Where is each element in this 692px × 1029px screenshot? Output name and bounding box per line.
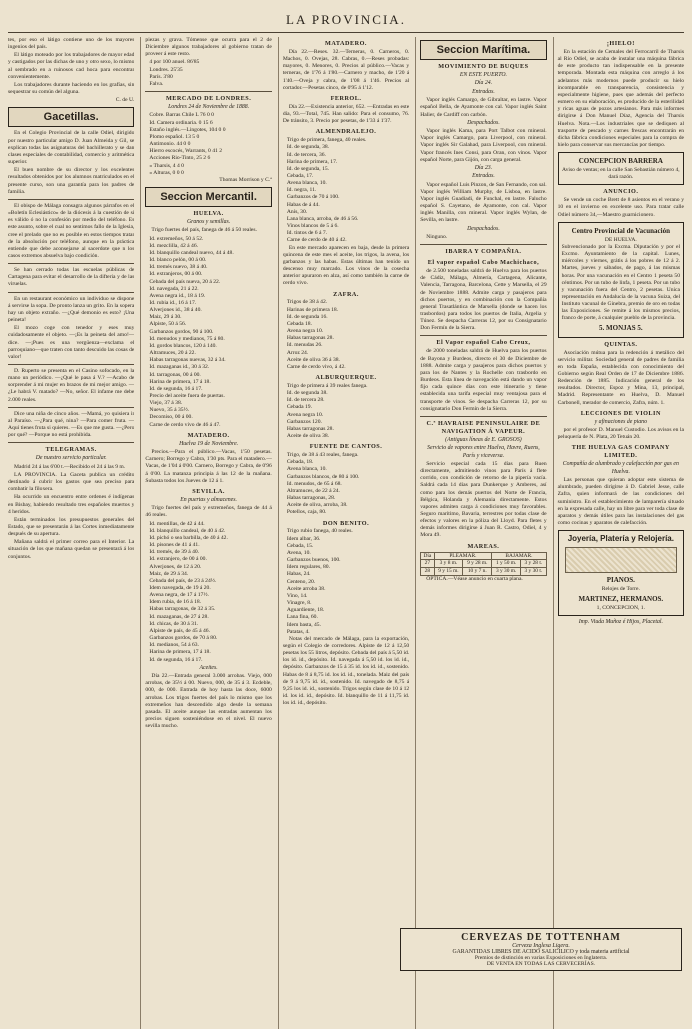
almendralejo-note: En este mercado aparecen en baja, desde la primera quincena de este mes el aceite, los trigos, la avena, los garbanzos y las habas. Estas últimas han tenido un descenso muy marcado. Los vinos de la cosecha anterior apuraron en alza, así como también la carne de cerdo vivo. xyxy=(282,244,410,287)
divider xyxy=(8,292,134,293)
list-item: Habas, 24. xyxy=(286,571,311,578)
list-item: Trigo, de 38 á 43 reales, fanega. xyxy=(286,452,359,459)
list-item: Vinagre, 8. xyxy=(286,600,312,607)
table-cell: 3 y 30 t. xyxy=(521,568,547,576)
vacunacion-text: Subvencionado por la Excma. Diputación y por el Excmo. Ayuntamiento de la capital. Lunes, miércoles y viernes, grátis á los pobres de 12 á 2. Martes, jueves y sábados, de pago, á las mismas horas. Por una vacunación en el Centro 1 peseta 50 céntimos. Por un tubo de linfa, 1 peseta. Por un tubo y vacunación fuera del Centro, 2 pesetas. Unica representación en Andalucía de la vacuna Suiza, del Instituto vacunal de Ginebra, premio de oro en todas las Exposiciones. Se remite á los mismos precios, franco de porte, á cualquier pueblo de la provincia. xyxy=(561,243,681,322)
list-item: Vino, 14. xyxy=(286,592,308,599)
column-2 xyxy=(140,37,271,1029)
list-item: Precio del aceite fuera de puertas. xyxy=(149,393,225,400)
list-item: Maiz, 29 á 30. xyxy=(149,314,182,321)
zafra-heading: ZAFRA. xyxy=(333,290,359,298)
london-market-date: Londres 24 de Noviembre de 1888. xyxy=(168,104,250,111)
tide-col-header: BAJAMAR. xyxy=(492,552,546,560)
list-item: Id. tarragonas, 00 á 00. xyxy=(149,371,201,378)
vacunacion-subheading: DE HUELVA. xyxy=(604,236,637,243)
vacunacion-heading: Centro Provincial de Vacunación xyxy=(571,226,670,235)
movimiento-subheading: EN ESTE PUERTO. xyxy=(459,72,507,79)
divider xyxy=(420,416,546,417)
telegram-item: LA PROVINCIA. La Gaceta publica un crédito destinado á cubrir los gastos que sea preciso para combatir la filoxera. xyxy=(8,471,135,493)
table-cell: 3 y 30 m. xyxy=(492,568,521,576)
list-item: Aguardiente, 18. xyxy=(286,607,325,614)
telegram-item: Están terminados los presupuestos generales del Estado, que se presentarán á las Cortes inmediatamente después de su apertura. xyxy=(8,516,135,538)
list-item: Harinas de primera 18. xyxy=(286,306,339,313)
london-market-list xyxy=(145,112,271,176)
list-item: Trigo de primera á 39 reales fanega. xyxy=(286,382,368,389)
havraise-heading: C.ª HAVRAISE PENINSULAIRE DE NAVIGATION Á VAPEUR. xyxy=(426,419,541,435)
table-row xyxy=(421,560,546,568)
section-banner-maritima: Seccion Marítima. xyxy=(420,40,546,60)
divider xyxy=(420,244,546,245)
optica-note: ÓPTICA.—Véase anuncio en cuarta plana. xyxy=(426,576,523,583)
list-item: Id. menudas 26. xyxy=(286,342,323,349)
list-item: Avena, 10. xyxy=(286,549,311,556)
list-item: Avena blanca, 10. xyxy=(286,180,327,187)
ibarra-heading: IBARRA Y COMPAÑIA. xyxy=(445,248,522,256)
mareas-heading: MAREAS. xyxy=(467,542,500,550)
list-item: Harina de primera, 17 á 18. xyxy=(149,378,211,385)
list-item: Habas de á 44. xyxy=(286,201,320,208)
list-item: Potellos, caja, 80. xyxy=(286,509,327,516)
list-item: Alverjones id., 38 á 40. xyxy=(149,307,202,314)
list-item: Patatas, 4. xyxy=(286,628,310,635)
list-item: Hierro escocés, Warrants, 0 41 2 xyxy=(149,148,223,155)
machichaco-heading: El vapor español Cabo Machichaco, xyxy=(427,259,540,267)
tottenham-line-3: DE VENTA EN TODAS LAS CERVECERÍAS. xyxy=(486,961,596,967)
sevilla-heading: SEVILLA. xyxy=(192,487,225,495)
list-item: Id. mezclilla, 42 á 46. xyxy=(149,242,199,249)
list-item: Altramuces, 20 á 22. xyxy=(149,350,196,357)
violin-heading: LECCIONES DE VIOLIN xyxy=(580,409,661,417)
list-item: Trigo rubio fanega, 40 reales. xyxy=(286,528,353,535)
tottenham-heading: CERVEZAS DE TOTTENHAM xyxy=(461,932,621,943)
aceites-text: Día 22.—Entrada general 3.000 arrobas. Viejo, 000 arrobas, de 35½ á 00. Nuevo, 000, de 35 á 3. Ecdeble, 000, de 000. Entrada de hoy hasta las doce, 6000 arrobas. Los trigos fuertes del país lo mismo que los extremeños han descendido algo desde la semana pasada. El aceite aunque las entradas aumentan los precios siguen sosteniéndose en el nivel. El nuevo sevilla mucho. xyxy=(145,673,272,730)
telegrams-subheading: De nuestro servicio particular. xyxy=(35,455,107,462)
list-item: Garbanzos gordos, 90 á 100. xyxy=(149,328,214,335)
news-item: El obispo de Málaga consagra algunos párrafos en el «Boletín Eclesiástico» de la diócesis á la cuestión de si es válido ó no la confesión por medio del teléfono. Es este asunto, sobre el cual no sentimos fallo de la Iglesia, cree el prelado que no es posible en estos tiempos tratar de la absolución por teléfono, aunque en la práctica entiende que debe aconsejarse al sacerdote que n los casos extremos absuelva bajo condición. xyxy=(8,202,135,259)
list-item: Altramuces, de 22 á 24. xyxy=(286,487,340,494)
sevilla-subheading: En puertas y almacenes. xyxy=(180,496,237,503)
list-item: Id. de tercera, 36. xyxy=(286,151,326,158)
gas-company-text: Las personas que quieran adoptar este sistema de alumbrado, pueden dirigirse á D. Gabriel Jesse, calle Zafra, quien informará de las condiciones del suministro. En el establecimiento de lamparería situado en la expresada calle, hay un libre para ver toda clase de aparatos y demás útiles para las instalaciones del gas como cocinas y aparatos de calefacción. xyxy=(557,477,685,527)
list-item: Id. pichó o sea barbilla, de 40 á 42. xyxy=(149,534,228,541)
list-item: Idem regulares, 80. xyxy=(286,564,330,571)
list-item: Cebada, 15. xyxy=(286,542,314,549)
tottenham-beer-ad xyxy=(400,928,682,971)
list-item: Id. de segunda, 16 á 17. xyxy=(149,656,203,663)
list-item: Carne de cerdo vivo de 46 á 47. xyxy=(149,421,221,428)
tide-col-header: Día xyxy=(421,552,434,560)
list-item: Id. de tercera 28. xyxy=(286,397,325,404)
hielo-text: En la estación de Cemales del Ferrocarril de Tharsis al Río Odiel, se acaba de instalar una máquina fábrica de este producto tan indispensable en la presente temporada. Montada esta máquina con arreglo á los adelantos más modernos puede producir su hielo incomparable en transparencia, consistencia y especialmente higiene, pues que además del perfecto esmero en su elaboración, es producido de la esterilidad y ricas aguas de pozos artesianos. Para más informes dirigirse á Don Manuel Díaz, Agencia del Tharsis Huelva. Nota.—Los industriales que se dediquen al trasporte de pescado y carnes frescas encontrarán en dicha fábrica condiciones especiales para la compra de hielo para conservar sus mercancías por tiempo. xyxy=(557,48,685,148)
list-item: Id. medianos, 54 á 63. xyxy=(149,642,199,649)
table-cell: 28 xyxy=(421,568,434,576)
column-3 xyxy=(278,37,409,1029)
day-label: Día 24. xyxy=(474,80,493,87)
section-banner-mercantil: Seccion Mercantil. xyxy=(145,187,271,207)
list-item: Acciones Rio-Tinto, 25 2 6 xyxy=(149,155,211,162)
ferrol-heading: FERROL. xyxy=(330,94,362,102)
tide-table xyxy=(420,552,546,577)
price-intro: Trigo fuertes del país, fanega de 46 á 50 reales. xyxy=(151,227,257,234)
engraving-illustration xyxy=(565,547,677,573)
telegrams-heading: TELEGRAMAS. xyxy=(45,446,97,454)
havraise-service: Servicio de vapores entre Huelva, Havre, Ruens, París y viceversa. xyxy=(427,445,540,459)
ship-list: Vapor inglés Camargo, de Gibraltar, en lastre. Vapor español Bella, de Ayamonte con cal. Vapor inglés Saint Halier, de Cardiff con carbón. xyxy=(420,97,547,118)
table-cell: 10 y 7 n. xyxy=(463,568,492,576)
matadero-text: Precios.—Para el público.—Vacas, 1'50 pesetas. Carnero; Borrego y Cabra, 1'30 pts. Para el matadero.—Vacas, de 1'04 á 0'00. Carnero, Borrego y Cabra, de 0'96 á 0'00. La matanza principia á las 12 de la mañana. Subasta todos los Jueves de 12 á 1. xyxy=(145,449,272,484)
divider xyxy=(420,335,546,336)
column-4 xyxy=(415,37,546,1029)
joyeria-ad xyxy=(558,530,684,615)
list-item: Cebada del país nueva, 20 á 22. xyxy=(149,278,221,285)
london-market-heading: MERCADO DE LONDRES. xyxy=(165,95,252,103)
list-item: Estaño inglés.—Lingotes, 104 0 0 xyxy=(149,126,226,133)
list-item: Avena negra, de 17 á 17½. xyxy=(149,592,209,599)
list-item: Anís, 30. xyxy=(286,208,308,215)
list-item: Id. extremeños, 50 á 52. xyxy=(149,235,204,242)
list-item: Id. tintos de 6 á 7. xyxy=(286,230,328,237)
table-cell: 9 y 15 m. xyxy=(434,568,463,576)
list-item: Habas tarragonas nuevas, 32 á 34. xyxy=(149,357,226,364)
entradas-label: Entradas. xyxy=(472,88,495,95)
gas-company-heading: THE HUELVA GAS COMPANY LIMITED. xyxy=(571,444,670,460)
list-item: Idem basta, 45. xyxy=(286,621,321,628)
don-benito-heading: DON BENITO. xyxy=(322,519,370,527)
list-item: Centeno, 20. xyxy=(286,578,316,585)
list-item: Idem rubia, de 16 á 18. xyxy=(149,599,202,606)
tottenham-line-2: Premios de distinción en varias Exposiciones en Inglaterra. xyxy=(474,955,608,961)
list-item: 4 por 100 anuel. 86'85 xyxy=(149,59,200,66)
news-item: En el Colegio Provincial de la calle Odiel, dirigido por nuestro particular amigo D. Juan Almeida y Gil, se explican todas las asignaturas del bachillerato y se dan clases especiales de contabilidad, comercio y aritmética superior. xyxy=(8,130,135,166)
list-item: Id. negra, 11. xyxy=(286,187,317,194)
list-item: Id. Camera ordinaria. 0 15 6 xyxy=(149,119,213,126)
list-item: Cebada 18. xyxy=(286,320,312,327)
article-text: piezas y grava. Tómense que ocurra para el 2 de Diciembre algunos trabajadores al gobierno tratan de proveer á este resto. xyxy=(145,37,272,58)
divider xyxy=(8,407,134,408)
malaga-note: Notas del mercado de Málaga, para la exportación, según el Colegio de corredores. Alpiste de 12 á 12,50 pesetas los 55 litros, depósito. Cebada del país á 5,50 id. los id. id., depósito. Id. navegada á 5,50 id. los id. id., depósito. Garbanzos de 15 á 35 id. los id. id., sostenido. Habas de 8 á 8,75 id. los id. id., tonelada. Maiz del país de 9 á 9,75 id. id., sostenido. Id. navegado de 8,75 á 9,25 los id. id., sostenido. Trigos según clase de 10 á 12 id. los id. id., depósito. Id. blanquillo de 11 á 11,75 id. los id. id., depósito. xyxy=(282,635,410,707)
quintas-text: Asociación mútua para la redención á metálico del servicio militar. Sociedad general de padres de familia en toda España, establecida con conocimiento del Gobierno según Real Orden de 17 de Diciembre 1886. Redención de 1885. Indicación general de los resultados. Director, Espoz y Mina, 13, principal, Madrid. Representante en Huelva, D. Manuel Carbonell, merador de comercio, Zafra, núm. 1. xyxy=(557,349,685,406)
joyeria-pianos: PIANOS. xyxy=(606,576,635,585)
list-item: Cobre. Barras Chile L 76 0 0 xyxy=(149,112,214,119)
matadero-text: Día 22.—Reses. 32.—Terneras, 0. Carneros, 0. Machos, 0. Ovejas, 28. Cabras, 0.—Reses probadas: mayores, 0. Menores, 0. Precios al público.—Vacas y terneras, de 1'76 á 1'80.—Carnero y macho, de 1'20 á 1'40.—Oveja y cabra, de 1'08 á 1'46. Precios al cortador.—Pesetas cinco, de 0'95 á 1'12. xyxy=(282,48,410,91)
sevilla-price-list xyxy=(145,521,271,664)
list-item: Id. pisones de 41 á 41. xyxy=(149,542,200,549)
list-item: Id. de segunda, 38. xyxy=(286,144,330,151)
list-item: Id. de segunda 16. xyxy=(286,313,328,320)
table-row xyxy=(421,568,546,576)
news-item: Dice una niña de cinco años. —Mamá, yo quisiera ir al Paraíso. —¿Para qué, nina? —Para comer fruta. —Aquí tienes fruta si quieres. —Es que me gusta. —¿Pero por qué? —Porque no está prohibida. xyxy=(8,410,135,439)
joyeria-address: 1, CONCEPCION, 1. xyxy=(596,604,645,611)
violin-text: por el profesor D. Manuel Custodio. Los avisos en la peluquería de N. Plata, 20 Tetuán 20. xyxy=(557,427,685,441)
list-item: Id. blanquillo candeal, de 40 á 42. xyxy=(149,527,226,534)
tottenham-subheading: Cerveza Inglesa Ligera. xyxy=(512,943,570,949)
joyeria-heading: Joyería, Platería y Relojería. xyxy=(567,534,674,544)
concepcion-heading: CONCEPCION BARRERA xyxy=(578,157,663,166)
gas-company-subheading: Compañía de alumbrado y calefacción por gas en Huelva. xyxy=(562,461,679,475)
section-banner-gacetillas: Gacetillas. xyxy=(8,107,134,127)
list-item: Alpiste, 50 á 56. xyxy=(149,321,187,328)
article-text: tes, por eso el látigo contiene uno de los mayores ingenios del país. xyxy=(8,37,135,51)
list-item: Garbanzos gordos, de 70 á 80. xyxy=(149,635,218,642)
list-item: Cebada, 17. xyxy=(286,173,314,179)
list-item: Lana fina, 60. xyxy=(286,614,318,621)
list-item: París. 3'80 xyxy=(149,73,173,80)
list-item: Id. menudos, de 65 á 68. xyxy=(286,480,342,487)
news-item: D. Ruperto se presenta en el Casino sofocado, en la mano un periódico. —¿Qué le pasa á V.? —Acabo de sorprender á mi mujer en brazos de mi mejor amigo. —¿Le habrá V. matado? —No, señor. El infame me debe 2.000 reales. xyxy=(8,368,135,403)
list-item: Alverjones, de 12 á 20. xyxy=(149,563,202,570)
news-item: En un restaurant económico un individuo se dispone á servirse la sopa. De pronto lanza un grito. En la sopera hay un objeto extraño. —¿Qué demonio es esto? ¡Una peineta! xyxy=(8,295,135,324)
list-item: Cebada del país, de 23 á 24½. xyxy=(149,577,217,584)
table-cell: 1 y 50 m. xyxy=(492,560,521,568)
don-benito-price-list xyxy=(283,528,409,635)
list-item: Id. mazaganas id., 30 á 32. xyxy=(149,364,210,371)
list-item: Id. menudos y medianos, 75 á 80. xyxy=(149,335,225,342)
news-item: Se han cerrado todas las escuelas públicas de Cartagena para evitar el desarrollo de la difteria y de las viruelas. xyxy=(8,267,135,288)
signature: Thomas Morrison y C.ª xyxy=(219,176,272,183)
vacunacion-address: 5. MONJAS 5. xyxy=(599,323,643,332)
list-item: » Tharsis, 4 4 0 xyxy=(149,162,184,169)
telegram-item: Ha ocurrido un encuentro entre ordenes é indígenas en Bisbay, habiendo resultado tres españoles muertos y 4 heridos. xyxy=(8,494,135,515)
list-item: Nuevo, 35 á 35½. xyxy=(149,407,190,414)
list-item: Avena negra 10. xyxy=(286,328,324,335)
news-item: El buen nombre de su director y los excelentes resultados obtenidos por los alumnos matriculados en el presente curso, son una garantía para los padres de familia. xyxy=(8,167,135,195)
list-item: Londres. 25'35 xyxy=(149,66,183,73)
list-item: Aceite de oliva 38. xyxy=(286,433,330,440)
list-item: Cebada 19. xyxy=(286,404,312,411)
concepcion-text: Aviso de ventas; en la calle San Sebastián número 4, dará razón. xyxy=(562,167,680,181)
table-cell: 3 y 28 t. xyxy=(521,560,547,568)
news-item: El mozo coge con tenedor y eses muy cuidadosamente el objeto. —¡Es la peineta del amo!—dice. —¡Pues es una vergüenza—exclama el parroquiano—que traten con tanto descuido las cosas de valor! xyxy=(8,325,135,360)
tide-col-header: PLEAMAR. xyxy=(434,552,492,560)
list-item: Garbanzos 120. xyxy=(286,418,322,425)
list-item: Habas tarragonas 28. xyxy=(286,335,334,342)
list-item: Idem albar, 36. xyxy=(286,535,321,542)
list-item: Maiz, de 29 á 34. xyxy=(149,570,189,577)
divider xyxy=(8,263,134,264)
list-item: Trigo de primera, fanega, 40 reales. xyxy=(286,137,367,144)
list-item: Garbanzos blancos, de 80 á 100. xyxy=(286,473,360,480)
list-item: Trigos de 38 á 42. xyxy=(286,299,328,306)
list-item: Id. blanco pelón, 00 á 00. xyxy=(149,257,207,264)
list-item: Id. rubia id., 16 á 17. xyxy=(149,299,197,306)
list-item: Id. tremés nuevo, 38 á 40. xyxy=(149,264,208,271)
list-item: » Alturas, 0 0 0 xyxy=(149,169,184,176)
list-item: Vinos blancos de 5 á 6. xyxy=(286,223,339,230)
huelva-price-list xyxy=(145,236,271,429)
entradas-label: Entradas. xyxy=(472,173,495,180)
fuente-de-cantos-heading: FUENTE DE CANTOS. xyxy=(309,443,383,451)
quotes-list xyxy=(145,59,271,88)
joyeria-relojes: Relojes de Torre. xyxy=(601,586,640,593)
list-item: Antimonio. 44 0 0 xyxy=(149,141,191,148)
list-item: Lana blanca, arroba, de 46 á 56. xyxy=(286,215,359,222)
imprint: Imp. Viuda Muñoz é Hijos, Placetal. xyxy=(578,618,663,625)
table-cell: 9 y 28 m. xyxy=(463,560,492,568)
telegram-item: Mañana saldrá el primer correo para el Interior. La situación de los que mañana quedan se presentará á los conjuntos. xyxy=(8,539,135,560)
anuncio-text: Se vende un coche Brett de 8 asientos en el verano y 10 en el invierno en excelente uso. Para tratar calle Odiel número 34,—Maestro guarnicionero. xyxy=(557,197,685,218)
anuncio-heading: ANUNCIO. xyxy=(603,188,639,196)
article-text: Los trabajadores durante haciendo en los grafías, sin sequestrar su común del alguna. xyxy=(8,81,135,96)
list-item: Carne de cerdo de 40 á 42. xyxy=(286,237,347,244)
signature: C. de U. xyxy=(115,97,135,104)
vacunacion-ad xyxy=(558,222,684,338)
list-item: Id. extranjero, de 00 á 00. xyxy=(149,556,207,563)
almendralejo-price-list xyxy=(283,137,409,244)
list-item: Avena negra id., 18 á 19. xyxy=(149,292,206,299)
huelva-heading: HUELVA. xyxy=(193,210,224,218)
hielo-heading: ¡HIELO! xyxy=(606,40,635,47)
list-item: Id. de segunda 38. xyxy=(286,390,328,397)
ferrol-text: Día 22.—Existencia anterior, 652. —Entradas en este día, 93.—Total, 745. Han salido: Para el consumo, 76. De tránsito, 3. Precio por pesetas, de 1'33 á 1'37. xyxy=(282,103,410,125)
list-item: Idem navegada, de 19 á 20. xyxy=(149,584,211,591)
list-item: Id. de segunda, 16 á 17. xyxy=(149,385,203,392)
machichaco-text: de 2.500 toneladas saldrá de Huelva para los puertos de Cádiz, Málaga, Almería, Cartagena, Alicante, Valencia, Tarragona, Barcelona, Cette y Marsella, el 29 de Noviembre 1888. Admite carga y pasajeros para dichos puertos, y en combinación con la Compañía general Trasatlántica de Marsella (donde se hacen los trasbordos) para todos los puertos de Italia, Argelia y Túnez. Se despacha Carreras 12, por su Consignatario Don Fermín de la Sierra. xyxy=(420,268,547,332)
list-item: Id. blanquillo candeal nuevo, 44 á 48. xyxy=(149,249,234,256)
despachados-label: Despachados. xyxy=(467,119,500,126)
list-item: Habas tarragonas, de 32 á 35. xyxy=(149,606,216,613)
day-label: Día 23. xyxy=(474,164,493,171)
list-item: Id. gordos blancos, 120 á 140. xyxy=(149,342,217,349)
list-item: Aceite arroba 38. xyxy=(286,585,326,592)
list-item: Id. navegada, 21 á 22. xyxy=(149,285,199,292)
quintas-heading: QUINTAS. xyxy=(604,340,638,348)
list-item: Cebada, 18. xyxy=(286,459,314,466)
huelva-subheading: Granos y semillas. xyxy=(186,219,231,226)
zafra-price-list xyxy=(283,299,409,371)
list-item: Id. chicas, de 30 á 31. xyxy=(149,620,199,627)
list-item: Id. de segunda, 15. xyxy=(286,165,330,172)
aceites-heading: Aceites. xyxy=(199,664,218,671)
list-item: Alpiste de país, de 45 á 46. xyxy=(149,627,210,634)
list-item: Garbanzos de 70 á 100. xyxy=(286,194,340,201)
price-intro: Trigo fuertes del país y extremeños, fanega de 44 á 46 reales. xyxy=(145,505,272,519)
list-item: Decomiso, 00 á 00. xyxy=(149,414,193,421)
masthead xyxy=(8,6,684,33)
list-item: Id. tremés, de 39 á 40. xyxy=(149,549,200,556)
list-item: Harina de primera, 17. xyxy=(286,158,338,165)
ship-list: Vapor español Luis Pinzon, de San Fernando, con sal. Vapor inglés William Murphy, de Lisboa, en lastre. Vapor inglés Guadiadi, de Funchal, en lastre. Falucho español S. Cayetano, de Ayamonte, con cal. Vapor inglés Manilla, con mineral. Vapor inglés Wylan, de Sevilla, en lastre. xyxy=(420,181,547,224)
fuente-de-cantos-price-list xyxy=(283,452,409,516)
list-item: Habas tarragonas, 28. xyxy=(286,495,336,502)
list-item: Avena negra 10. xyxy=(286,411,324,418)
article-text: El látigo moteado por los trabajadores de mayor edad y castigados por las dichas de uno y otro sexo, lo mismo al sembrado en a ruinosos cad hoca para encontrar convenientemente. xyxy=(8,52,135,80)
joyeria-owner: MARTINEZ, HERMANOS. xyxy=(578,594,664,603)
matadero-date: Huelva 19 de Noviembre. xyxy=(179,440,239,447)
column-5 xyxy=(553,37,684,1029)
tottenham-line-1: GARANTIDAS LIBRES DE ACIDO SALICILICO y toda materia artificial xyxy=(452,949,630,955)
column-1 xyxy=(8,37,134,1029)
list-item: Arroz 24. xyxy=(286,349,309,356)
newspaper-title: LA PROVINCIA. xyxy=(286,12,406,27)
list-item: Habas tarragonas 28. xyxy=(286,425,334,432)
havraise-subheading: (Antiguas líneas de E. GROSOS) xyxy=(445,436,522,443)
list-item: Aceite de oliva 36 á 38. xyxy=(286,356,340,363)
alburquerque-price-list xyxy=(283,383,409,440)
divider xyxy=(8,442,134,443)
movimiento-heading: MOVIMIENTO DE BUQUES xyxy=(438,63,529,71)
list-item: Viejo, 37 á 38. xyxy=(149,400,183,407)
list-item: Aceite de oliva, arroba, 38. xyxy=(286,502,348,509)
telegram-item: Madrid 24 á las 6'00 t.—Recibido el 24 á las 9 m. xyxy=(14,463,126,470)
table-cell: 27 xyxy=(421,560,434,568)
ship-list: Ninguno. xyxy=(426,234,448,241)
divider xyxy=(145,91,271,92)
list-item: Falva. xyxy=(149,80,164,87)
divider xyxy=(8,364,134,365)
alburquerque-heading: ALBURQUERQUE. xyxy=(315,374,377,381)
creux-text: de 2000 toneladas saldrá de Huelva para los puertos de Bayona y Burdeos, directo el 30 de Diciembre de 1888. Admite carga y pasajeros para dichos puertos y para los de Nantes y la Rochelle con trasbordo en Burdeos. Esta línea de navegación está dando un vapor fijo cada quince días con este itinerario y tiene establecida una tarifa especial muy ventajosa para el transporte de vinos. Se despacha Carreras 12, por su consignatario Don Fermín de la Sierra. xyxy=(420,348,547,412)
list-item: Id. mazaganas, de 27 á 28. xyxy=(149,613,209,620)
list-item: Plomo español. 13 5 0 xyxy=(149,133,200,140)
list-item: Avena blanca, 10. xyxy=(286,466,327,473)
list-item: Id. mentillas, de 42 á 44. xyxy=(149,520,205,527)
matadero-heading: MATADERO. xyxy=(187,431,230,439)
almendralejo-heading: ALMENDRALEJO. xyxy=(315,128,377,136)
list-item: Harina de primera, 17 á 18. xyxy=(149,649,211,656)
ship-list: Vapor inglés Kama, para Port Talbot con mineral. Vapor inglés Camargo, para Liverpool, con mineral. Vapor inglés Sir Galahad, para Liverpool, con mineral. Vapor francés Ines Consi, para Oran, con vinos. Vapor español Norte, para Gijón, con carga general. xyxy=(420,128,547,163)
creux-heading: El Vapor español Cabo Creux, xyxy=(436,339,531,347)
despachados-label: Despachados. xyxy=(467,225,500,232)
list-item: Id. extranjeros, 00 á 00. xyxy=(149,271,203,278)
list-item: Garbanzos buenos, 100. xyxy=(286,557,341,564)
divider xyxy=(8,199,134,200)
violin-subheading: y afinaciones de piano xyxy=(594,418,647,425)
concepcion-ad xyxy=(558,152,684,185)
havraise-text: Servicio especial cada 15 días para Ruen directamente, admitiendo vinos para París á flete corrido, con condición de retorno de la pipería vacía. Saldrá cada 14 días para Dunkerque y Amberes, así como para los demás puertos del Norte de Francia, Bélgica, Holanda y Alemania directamente. Estos vapores admiten carga á condiciones muy favorables. Seguro marítimo, Bavaria, terrestres por todas clase de efectos y valores en la póliza del Lloyd. Para fletes y demás informes dirigirse á Juan R. Castro, Odiel, 4 y Mora 49. xyxy=(420,460,547,539)
columns xyxy=(8,37,684,1029)
list-item: Carne de cerdo vivo, á 42. xyxy=(286,363,346,370)
table-cell: 3 y 8 m. xyxy=(434,560,463,568)
matadero-heading: MATADERO. xyxy=(325,40,367,47)
